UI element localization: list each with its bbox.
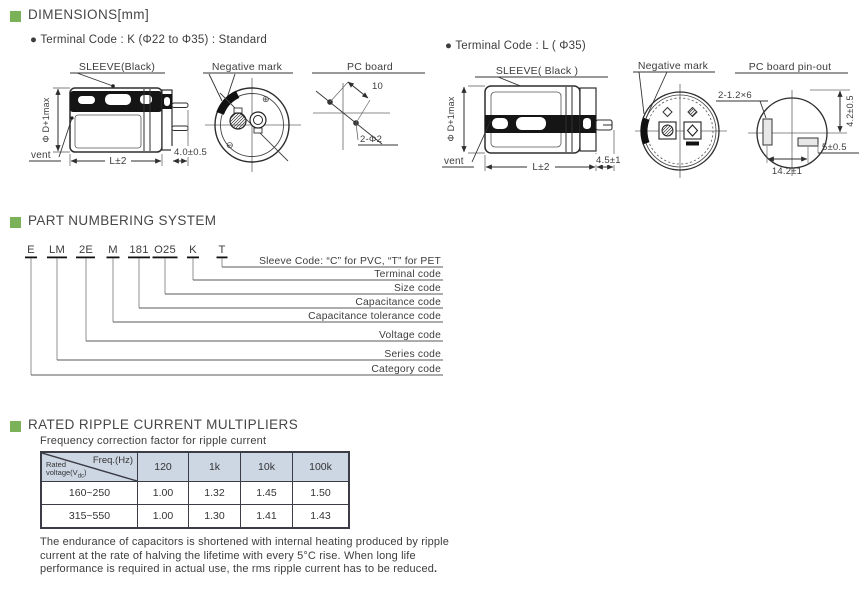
factor-cell: 1.41 (241, 505, 293, 529)
pn-code-tolerance: M (108, 244, 118, 256)
l-pitch-dim-label: 14.2±1 (771, 166, 803, 177)
table-header-row (41, 452, 349, 482)
factor-cell: 1.30 (189, 505, 241, 529)
l-lead-dim-label: 4.5±1 (596, 155, 621, 166)
factor-cell: 1.00 (138, 482, 189, 505)
pn-label-sleeve: Sleeve Code: “C” for PVC, “T” for PET (259, 256, 441, 267)
pn-code-capacitance: 181 (129, 244, 149, 256)
pn-label-tolerance: Capacitance tolerance code (308, 311, 441, 322)
part-numbering-diagram (18, 240, 448, 382)
ripple-subtitle: Frequency correction factor for ripple current (40, 435, 267, 447)
l-slot-size-label: 2-1.2×6 (718, 90, 752, 101)
k-sleeve-label: SLEEVE(Black) (78, 61, 156, 73)
note-line-2: current at the rate of halving the lifetime with every 5°C rise. When long life (40, 549, 416, 562)
pn-label-category: Category code (371, 364, 441, 375)
pn-code-category: E (27, 244, 35, 256)
l-offset-dim-label: 5±0.5 (822, 142, 847, 153)
table-row (41, 482, 349, 505)
k-plus-mark: ⊕ (262, 94, 270, 104)
pn-code-sleeve: T (218, 244, 226, 256)
voltage-range-cell: 160~250 (41, 482, 138, 505)
factor-cell: 1.00 (138, 505, 189, 529)
note-line-3: performance is required in actual use, the rms ripple current has to be reduced (40, 563, 434, 575)
l-pc-board-label: PC board pin-out (748, 61, 832, 73)
l-diameter-label: Φ D+1max (446, 96, 456, 142)
k-hole-pitch-label: 10 (372, 81, 383, 92)
factor-cell: 1.45 (241, 482, 293, 505)
k-negative-mark-label: Negative mark (211, 61, 283, 73)
factor-cell: 1.50 (293, 482, 350, 505)
part-numbering-section-title: PART NUMBERING SYSTEM (28, 213, 217, 228)
pn-label-terminal: Terminal code (374, 269, 441, 280)
dimensions-section-title: DIMENSIONS[mm] (28, 7, 150, 22)
corner-rated-label: Rated $voltage(V_{dc})$ (46, 459, 87, 479)
pn-code-size: O25 (154, 244, 176, 256)
l-vent-label: vent (444, 156, 464, 167)
freq-header-1k: 1k (189, 452, 241, 482)
k-side-view-drawing (25, 58, 215, 175)
l-side-view-drawing (440, 58, 625, 178)
pn-label-voltage: Voltage code (379, 330, 441, 341)
voltage-range-cell: 315~550 (41, 505, 138, 529)
k-pc-board-label: PC board (347, 61, 393, 73)
note-line-1: The endurance of capacitors is shortened with internal heating produced by ripple (40, 536, 450, 548)
ripple-factor-table (40, 451, 350, 529)
k-vent-label: vent (31, 150, 51, 161)
note-period: . (434, 563, 438, 575)
table-row (41, 505, 349, 529)
pn-code-terminal: K (189, 244, 197, 256)
k-minus-mark: ⊖ (226, 140, 234, 150)
corner-freq-label: Freq.(Hz) (92, 455, 133, 466)
section-marker-square (10, 421, 21, 432)
section-marker-square (10, 11, 21, 22)
k-pc-board-drawing (310, 58, 430, 158)
l-pc-board-pinout-drawing (710, 58, 861, 183)
k-diameter-label: Φ D+1max (41, 97, 51, 143)
factor-cell: 1.43 (293, 505, 350, 529)
freq-header-10k: 10k (241, 452, 293, 482)
factor-cell: 1.32 (189, 482, 241, 505)
pn-label-size: Size code (393, 283, 441, 294)
table-corner-cell (41, 452, 138, 482)
k-holes-label: 2-Φ2 (360, 134, 383, 145)
freq-header-120: 120 (138, 452, 189, 482)
k-bottom-view-drawing (195, 58, 310, 178)
pn-code-voltage: 2E (78, 244, 94, 256)
l-negative-mark-label: Negative mark (637, 60, 709, 72)
freq-header-100k: 100k (293, 452, 350, 482)
l-length-label: L±2 (532, 162, 550, 173)
l-sleeve-label: SLEEVE( Black ) (495, 65, 579, 77)
section-marker-square (10, 217, 21, 228)
ripple-section-title: RATED RIPPLE CURRENT MULTIPLIERS (28, 417, 299, 432)
k-lead-dim-label: 4.0±0.5 (174, 147, 208, 158)
pn-label-capacitance: Capacitance code (355, 297, 441, 308)
pn-label-series: Series code (384, 349, 441, 360)
endurance-note (40, 536, 472, 577)
l-vertical-dim-label: 4.2±0.5 (845, 95, 855, 127)
terminal-code-l-bullet: ● Terminal Code : L ( Φ35) (445, 40, 586, 52)
k-length-label: L±2 (109, 156, 127, 167)
terminal-code-k-bullet: ● Terminal Code : K (Φ22 to Φ35) : Standard (30, 34, 267, 46)
pn-code-series: LM (49, 244, 65, 256)
